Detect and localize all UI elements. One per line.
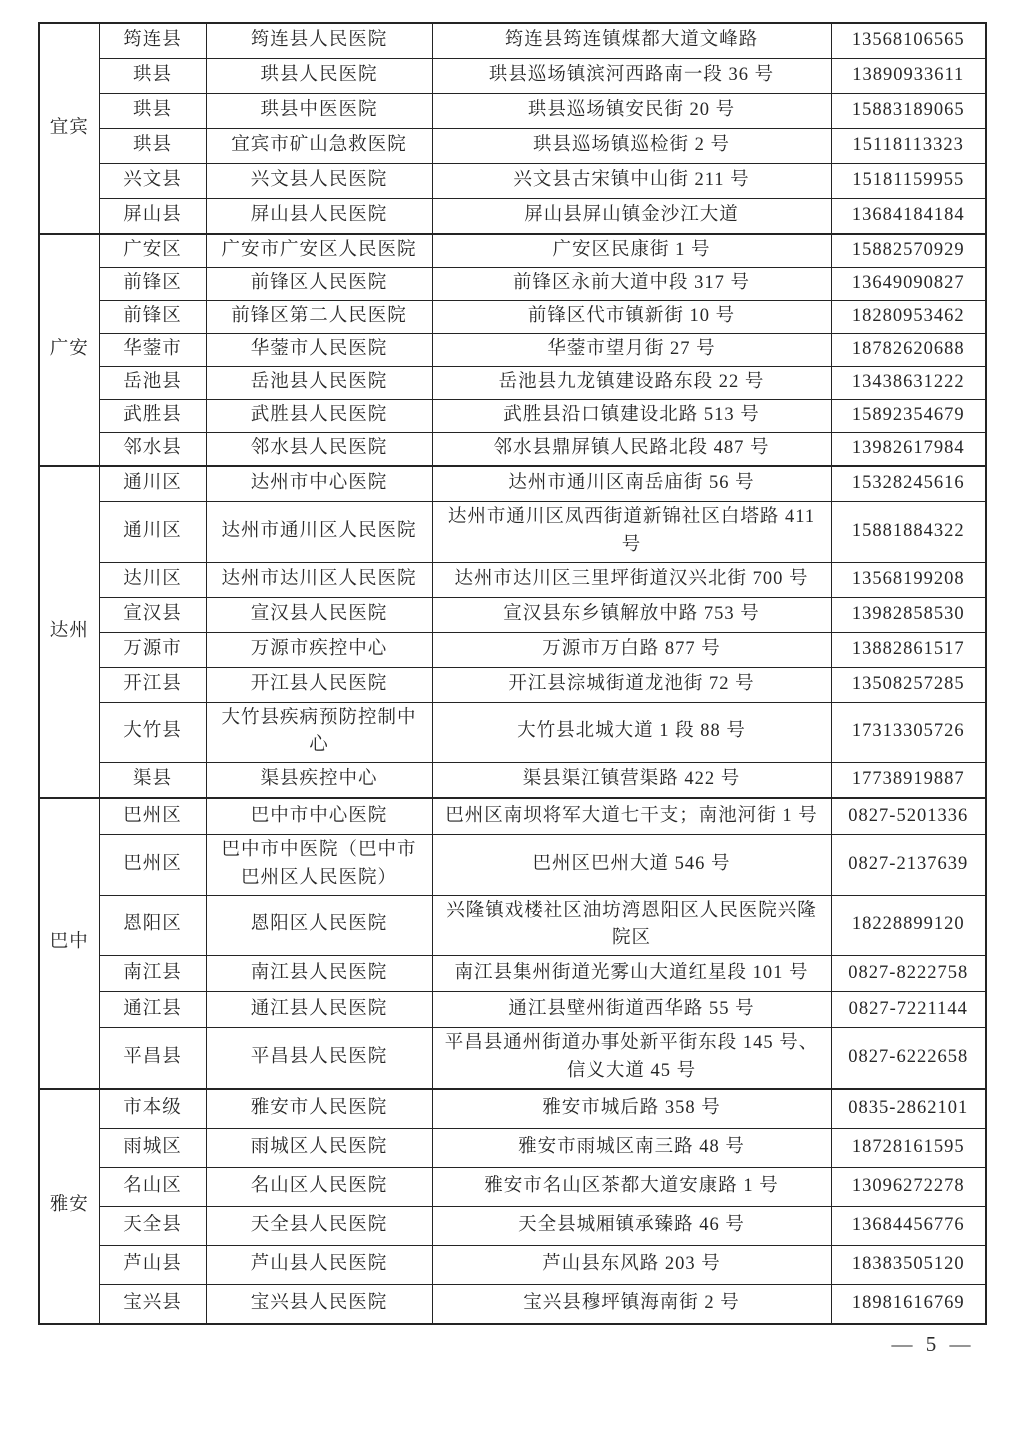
table-row [39, 1284, 986, 1324]
address-cell: 雅安市雨城区南三路 48 号 [432, 1128, 831, 1167]
table-row [39, 367, 986, 400]
hospital-table-body [39, 23, 986, 1324]
county-cell: 大竹县 [99, 702, 206, 763]
county-cell: 巴州区 [99, 798, 206, 835]
table-row [39, 835, 986, 896]
phone-cell: 13568199208 [831, 562, 986, 597]
county-cell: 市本级 [99, 1089, 206, 1129]
phone-cell: 13568106565 [831, 23, 986, 59]
phone-cell: 13982617984 [831, 433, 986, 467]
facility-cell: 珙县人民医院 [206, 59, 432, 94]
city-cell: 广安 [39, 234, 99, 466]
address-cell: 岳池县九龙镇建设路东段 22 号 [432, 367, 831, 400]
county-cell: 华蓥市 [99, 334, 206, 367]
city-cell: 达州 [39, 466, 99, 798]
phone-cell: 13882861517 [831, 632, 986, 667]
facility-cell: 巴中市中医院（巴中市巴州区人民医院） [206, 835, 432, 896]
county-cell: 通江县 [99, 992, 206, 1028]
county-cell: 珙县 [99, 94, 206, 129]
table-row [39, 798, 986, 835]
table-row [39, 1028, 986, 1089]
table-row [39, 94, 986, 129]
facility-cell: 前锋区人民医院 [206, 268, 432, 301]
facility-cell: 南江县人民医院 [206, 956, 432, 992]
phone-cell: 18728161595 [831, 1128, 986, 1167]
address-cell: 兴隆镇戏楼社区油坊湾恩阳区人民医院兴隆院区 [432, 895, 831, 956]
county-cell: 万源市 [99, 632, 206, 667]
county-cell: 宝兴县 [99, 1284, 206, 1324]
table-row [39, 433, 986, 467]
address-cell: 万源市万白路 877 号 [432, 632, 831, 667]
county-cell: 珙县 [99, 129, 206, 164]
table-row [39, 1128, 986, 1167]
phone-cell: 13508257285 [831, 667, 986, 702]
address-cell: 渠县渠江镇营渠路 422 号 [432, 763, 831, 799]
address-cell: 芦山县东风路 203 号 [432, 1245, 831, 1284]
county-cell: 兴文县 [99, 164, 206, 199]
address-cell: 巴州区巴州大道 546 号 [432, 835, 831, 896]
facility-cell: 筠连县人民医院 [206, 23, 432, 59]
county-cell: 前锋区 [99, 268, 206, 301]
phone-cell: 0827-5201336 [831, 798, 986, 835]
phone-cell: 0827-7221144 [831, 992, 986, 1028]
facility-cell: 华蓥市人民医院 [206, 334, 432, 367]
phone-cell: 18981616769 [831, 1284, 986, 1324]
facility-cell: 宣汉县人民医院 [206, 597, 432, 632]
address-cell: 巴州区南坝将军大道七干支；南池河街 1 号 [432, 798, 831, 835]
county-cell: 南江县 [99, 956, 206, 992]
table-row [39, 502, 986, 563]
address-cell: 达州市通川区凤西街道新锦社区白塔路 411 号 [432, 502, 831, 563]
county-cell: 广安区 [99, 234, 206, 268]
phone-cell: 18228899120 [831, 895, 986, 956]
address-cell: 天全县城厢镇承臻路 46 号 [432, 1206, 831, 1245]
facility-cell: 兴文县人民医院 [206, 164, 432, 199]
facility-cell: 宝兴县人民医院 [206, 1284, 432, 1324]
address-cell: 大竹县北城大道 1 段 88 号 [432, 702, 831, 763]
city-cell: 巴中 [39, 798, 99, 1089]
table-row [39, 763, 986, 799]
county-cell: 屏山县 [99, 199, 206, 235]
city-cell: 雅安 [39, 1089, 99, 1324]
phone-cell: 0835-2862101 [831, 1089, 986, 1129]
address-cell: 平昌县通州街道办事处新平街东段 145 号、信义大道 45 号 [432, 1028, 831, 1089]
table-row [39, 466, 986, 502]
table-row [39, 895, 986, 956]
phone-cell: 15118113323 [831, 129, 986, 164]
facility-cell: 名山区人民医院 [206, 1167, 432, 1206]
address-cell: 开江县淙城街道龙池街 72 号 [432, 667, 831, 702]
address-cell: 宝兴县穆坪镇海南街 2 号 [432, 1284, 831, 1324]
phone-cell: 0827-6222658 [831, 1028, 986, 1089]
phone-cell: 13684456776 [831, 1206, 986, 1245]
phone-cell: 15883189065 [831, 94, 986, 129]
facility-cell: 渠县疾控中心 [206, 763, 432, 799]
phone-cell: 0827-8222758 [831, 956, 986, 992]
table-row [39, 702, 986, 763]
county-cell: 前锋区 [99, 301, 206, 334]
phone-cell: 13890933611 [831, 59, 986, 94]
address-cell: 南江县集州街道光雾山大道红星段 101 号 [432, 956, 831, 992]
address-cell: 达州市通川区南岳庙街 56 号 [432, 466, 831, 502]
address-cell: 宣汉县东乡镇解放中路 753 号 [432, 597, 831, 632]
city-cell: 宜宾 [39, 23, 99, 234]
phone-cell: 17738919887 [831, 763, 986, 799]
county-cell: 武胜县 [99, 400, 206, 433]
county-cell: 筠连县 [99, 23, 206, 59]
county-cell: 开江县 [99, 667, 206, 702]
address-cell: 兴文县古宋镇中山街 211 号 [432, 164, 831, 199]
table-row [39, 301, 986, 334]
county-cell: 芦山县 [99, 1245, 206, 1284]
facility-cell: 雨城区人民医院 [206, 1128, 432, 1167]
facility-cell: 广安市广安区人民医院 [206, 234, 432, 268]
phone-cell: 13684184184 [831, 199, 986, 235]
facility-cell: 前锋区第二人民医院 [206, 301, 432, 334]
table-row [39, 164, 986, 199]
facility-cell: 通江县人民医院 [206, 992, 432, 1028]
county-cell: 巴州区 [99, 835, 206, 896]
address-cell: 前锋区永前大道中段 317 号 [432, 268, 831, 301]
phone-cell: 17313305726 [831, 702, 986, 763]
table-row [39, 199, 986, 235]
table-row [39, 1245, 986, 1284]
county-cell: 达川区 [99, 562, 206, 597]
phone-cell: 18280953462 [831, 301, 986, 334]
facility-cell: 天全县人民医院 [206, 1206, 432, 1245]
table-row [39, 632, 986, 667]
table-row [39, 59, 986, 94]
county-cell: 恩阳区 [99, 895, 206, 956]
facility-cell: 武胜县人民医院 [206, 400, 432, 433]
county-cell: 通川区 [99, 466, 206, 502]
address-cell: 武胜县沿口镇建设北路 513 号 [432, 400, 831, 433]
address-cell: 广安区民康街 1 号 [432, 234, 831, 268]
county-cell: 平昌县 [99, 1028, 206, 1089]
address-cell: 珙县巡场镇巡检街 2 号 [432, 129, 831, 164]
facility-cell: 雅安市人民医院 [206, 1089, 432, 1129]
address-cell: 筠连县筠连镇煤都大道文峰路 [432, 23, 831, 59]
phone-cell: 18383505120 [831, 1245, 986, 1284]
facility-cell: 达州市达川区人民医院 [206, 562, 432, 597]
facility-cell: 恩阳区人民医院 [206, 895, 432, 956]
table-row [39, 129, 986, 164]
county-cell: 宣汉县 [99, 597, 206, 632]
facility-cell: 万源市疾控中心 [206, 632, 432, 667]
facility-cell: 达州市中心医院 [206, 466, 432, 502]
facility-cell: 屏山县人民医院 [206, 199, 432, 235]
address-cell: 华蓥市望月街 27 号 [432, 334, 831, 367]
address-cell: 前锋区代市镇新街 10 号 [432, 301, 831, 334]
facility-cell: 达州市通川区人民医院 [206, 502, 432, 563]
table-row [39, 667, 986, 702]
phone-cell: 13982858530 [831, 597, 986, 632]
county-cell: 名山区 [99, 1167, 206, 1206]
address-cell: 雅安市城后路 358 号 [432, 1089, 831, 1129]
facility-cell: 平昌县人民医院 [206, 1028, 432, 1089]
address-cell: 邻水县鼎屏镇人民路北段 487 号 [432, 433, 831, 467]
facility-cell: 岳池县人民医院 [206, 367, 432, 400]
address-cell: 屏山县屏山镇金沙江大道 [432, 199, 831, 235]
phone-cell: 13096272278 [831, 1167, 986, 1206]
hospital-table [38, 22, 987, 1325]
phone-cell: 15181159955 [831, 164, 986, 199]
phone-cell: 15882570929 [831, 234, 986, 268]
phone-cell: 0827-2137639 [831, 835, 986, 896]
county-cell: 通川区 [99, 502, 206, 563]
facility-cell: 芦山县人民医院 [206, 1245, 432, 1284]
table-row [39, 268, 986, 301]
county-cell: 渠县 [99, 763, 206, 799]
county-cell: 岳池县 [99, 367, 206, 400]
table-row [39, 562, 986, 597]
phone-cell: 13438631222 [831, 367, 986, 400]
county-cell: 珙县 [99, 59, 206, 94]
address-cell: 雅安市名山区茶都大道安康路 1 号 [432, 1167, 831, 1206]
table-row [39, 1167, 986, 1206]
phone-cell: 13649090827 [831, 268, 986, 301]
table-row [39, 334, 986, 367]
table-row [39, 597, 986, 632]
facility-cell: 珙县中医医院 [206, 94, 432, 129]
table-row [39, 956, 986, 992]
address-cell: 达州市达川区三里坪街道汉兴北街 700 号 [432, 562, 831, 597]
facility-cell: 大竹县疾病预防控制中心 [206, 702, 432, 763]
table-row [39, 992, 986, 1028]
facility-cell: 宜宾市矿山急救医院 [206, 129, 432, 164]
address-cell: 珙县巡场镇安民街 20 号 [432, 94, 831, 129]
phone-cell: 18782620688 [831, 334, 986, 367]
page-number: — 5 — [891, 1332, 975, 1356]
facility-cell: 开江县人民医院 [206, 667, 432, 702]
table-row [39, 23, 986, 59]
phone-cell: 15881884322 [831, 502, 986, 563]
county-cell: 邻水县 [99, 433, 206, 467]
facility-cell: 巴中市中心医院 [206, 798, 432, 835]
county-cell: 雨城区 [99, 1128, 206, 1167]
address-cell: 珙县巡场镇滨河西路南一段 36 号 [432, 59, 831, 94]
county-cell: 天全县 [99, 1206, 206, 1245]
facility-cell: 邻水县人民医院 [206, 433, 432, 467]
table-row [39, 1206, 986, 1245]
phone-cell: 15328245616 [831, 466, 986, 502]
table-row [39, 400, 986, 433]
address-cell: 通江县壁州街道西华路 55 号 [432, 992, 831, 1028]
table-row [39, 1089, 986, 1129]
table-row [39, 234, 986, 268]
phone-cell: 15892354679 [831, 400, 986, 433]
